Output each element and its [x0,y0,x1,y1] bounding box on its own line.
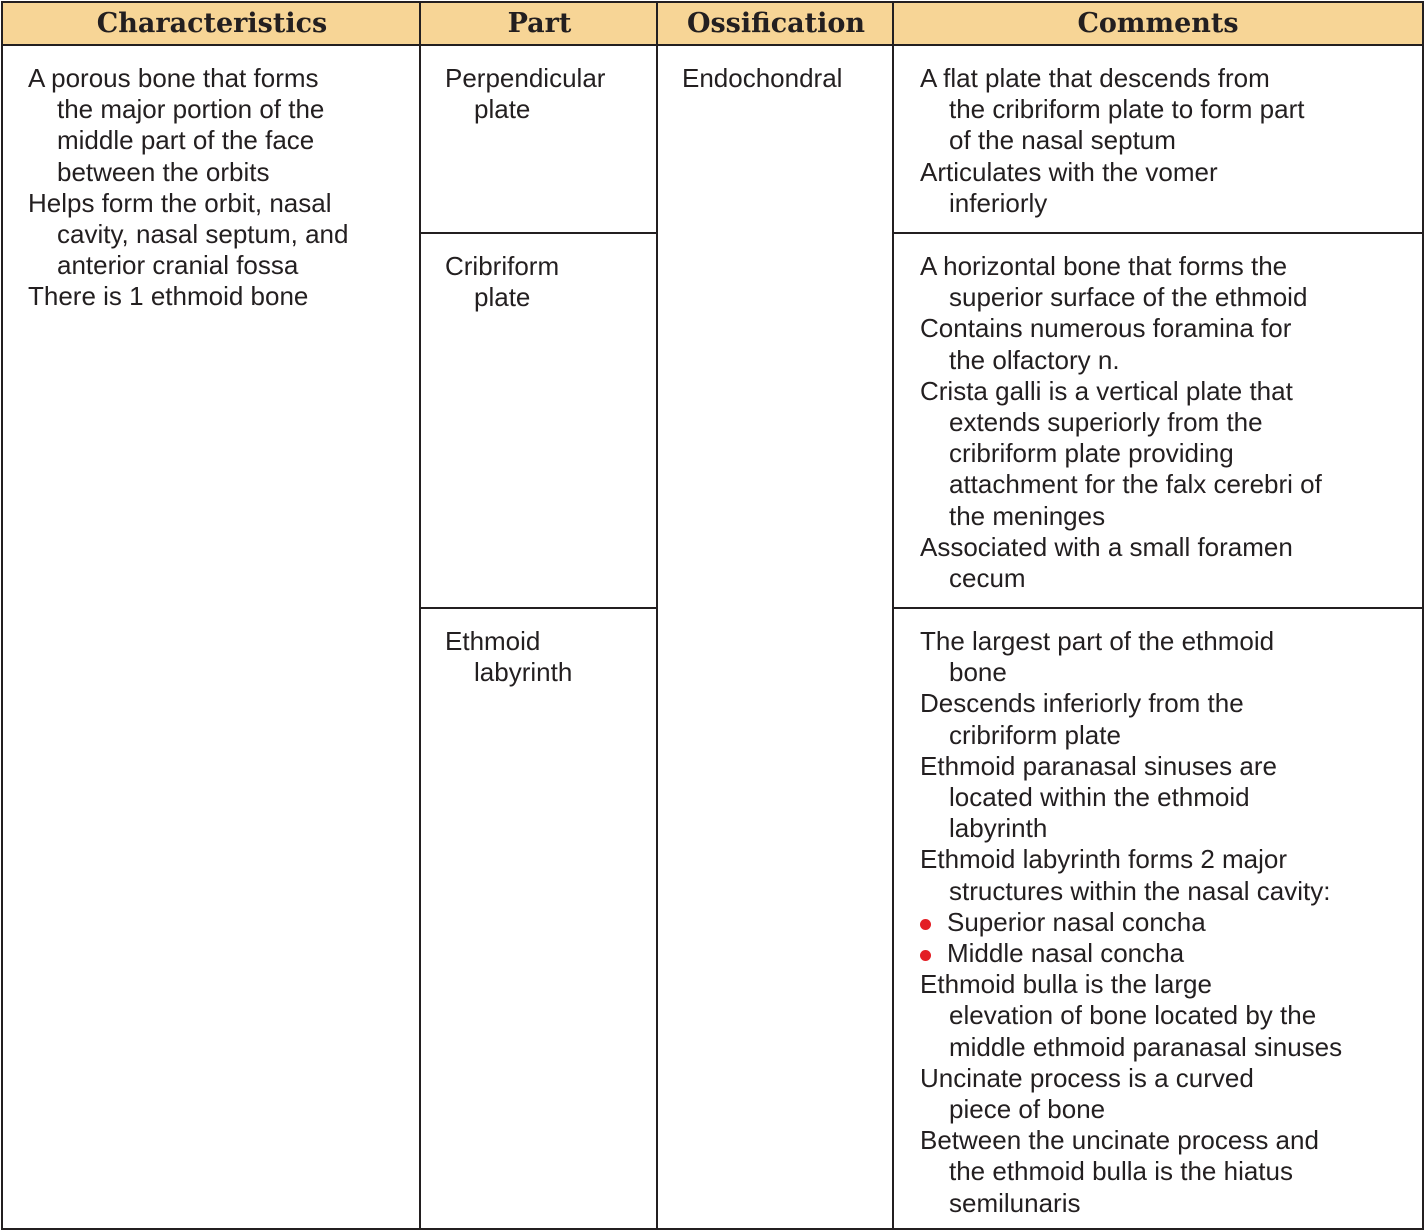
comments-cribriform [920,251,1390,594]
comment-text: Contains numerous foramina for the olfactory n. [920,313,1292,375]
ethmoid-bone-table [1,1,1424,1230]
row-divider [894,232,1422,234]
comment-text: Ethmoid bulla is the large elevation of bone located by the middle ethmoid paranasal sinuses [920,969,1343,1062]
bullet-item [920,938,1398,969]
column-divider [656,3,658,1228]
bullet-text: Superior nasal concha [947,906,1206,937]
bullet-dot-icon [920,950,931,961]
comment-text: The largest part of the ethmoid bone [920,626,1275,688]
part-name: Perpendicular plate [445,63,606,125]
ossification-cell [682,63,890,94]
comment-text: Ethmoid paranasal sinuses are located within the ethmoid labyrinth [920,750,1277,844]
comment-text: Descends inferiorly from the cribriform plate [920,688,1244,750]
bullet-text: Middle nasal concha [947,938,1185,969]
comment-text: Associated with a small foramen cecum [920,531,1293,594]
characteristics-cell [28,63,418,313]
comment-text: Ethmoid labyrinth forms 2 major structures within the nasal cavity: [920,844,1331,906]
characteristic-text: There is 1 ethmoid bone [28,281,309,312]
ossification-text: Endochondral [682,63,843,93]
comment-text: A horizontal bone that forms the superior surface of the ethmoid [920,251,1308,313]
row-divider [421,232,656,234]
column-divider [419,3,421,1228]
comment-text: Crista galli is a vertical plate that extends superiorly from the cribriform plate providing attachment for the falx cerebri of the meninges [920,375,1322,531]
characteristic-text: A porous bone that forms the major portion of the middle part of the face between the orbits [28,63,325,187]
bullet-dot-icon [920,919,931,930]
comment-text: Uncinate process is a curved piece of bone [920,1062,1254,1125]
part-name-cribriform [445,251,625,313]
comments-labyrinth [920,626,1398,1219]
header-comments: Comments [894,3,1422,46]
part-name-perpendicular [445,63,650,125]
part-name: Cribriform plate [445,251,560,313]
header-part: Part [421,3,658,46]
comment-text: Articulates with the vomer inferiorly [920,156,1218,218]
bullet-item [920,907,1398,938]
comment-text: Between the uncinate process and the ethmoid bulla is the hiatus semilunaris [920,1125,1319,1218]
row-divider [894,607,1422,609]
header-characteristics: Characteristics [3,3,421,46]
characteristic-text: Helps form the orbit, nasal cavity, nasal septum, and anterior cranial fossa [28,187,349,281]
part-name: Ethmoid labyrinth [445,626,573,688]
comment-text: A flat plate that descends from the cribriform plate to form part of the nasal septum [920,63,1305,156]
comments-perpendicular [920,63,1390,219]
part-name-labyrinth [445,626,625,688]
header-ossification: Ossification [658,3,894,46]
row-divider [421,607,656,609]
column-divider [892,3,894,1228]
